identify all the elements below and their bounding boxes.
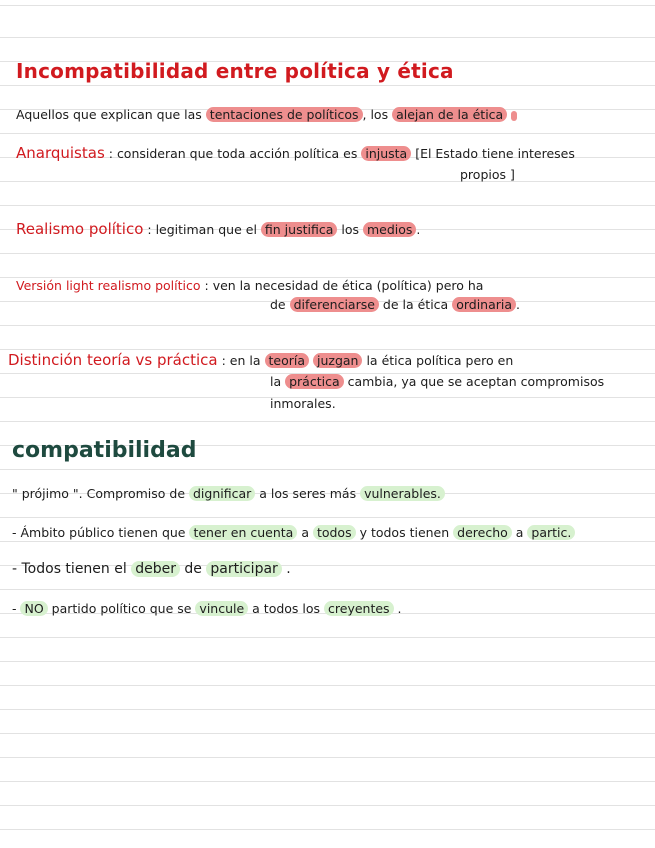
text-segment: .: [416, 222, 421, 237]
text-segment: a: [511, 525, 528, 540]
highlight-dot: [511, 111, 517, 121]
term-label: Anarquistas: [16, 144, 105, 162]
text-segment: de: [270, 297, 290, 312]
highlight: tener en cuenta: [189, 525, 297, 540]
highlight: tentaciones de políticos: [206, 107, 363, 122]
note-todos: [12, 558, 291, 580]
highlight: creyentes: [324, 601, 394, 616]
note-anarquistas: [16, 142, 575, 165]
text-segment: :: [104, 146, 117, 161]
text-segment: a: [297, 525, 313, 540]
note-light-cont: [270, 294, 520, 316]
text-segment: de: [179, 561, 207, 577]
text-segment: la ética política pero en: [362, 353, 514, 368]
text-segment: los: [337, 222, 363, 237]
text-segment: [El Estado tiene intereses: [411, 146, 575, 161]
text-segment: :: [143, 222, 156, 237]
highlight: partic.: [527, 525, 575, 540]
text-segment: cambia, ya que se aceptan compromisos: [343, 374, 605, 389]
text-segment: consideran que toda acción política es: [116, 146, 362, 161]
highlight: vulnerables.: [360, 486, 445, 501]
text-segment: .: [393, 601, 402, 616]
text-segment: -: [12, 601, 21, 616]
text-segment: .: [281, 561, 291, 577]
text-segment: " prójimo ". Compromiso de: [12, 486, 189, 501]
note-projimo: [12, 483, 445, 505]
highlight: NO: [20, 601, 47, 616]
note-partido: [12, 598, 402, 620]
note-distincion-cont: [270, 371, 604, 393]
text-segment: - Todos tienen el: [12, 561, 132, 577]
highlight: derecho: [453, 525, 512, 540]
text-segment: :: [217, 353, 230, 368]
highlight: participar: [206, 561, 281, 577]
note-distincion-cont2: inmorales.: [270, 396, 336, 411]
text-segment: Aquellos que explican que las: [16, 107, 206, 122]
highlight: dignificar: [189, 486, 255, 501]
highlight: juzgan: [313, 353, 362, 368]
highlight: medios: [363, 222, 416, 237]
text-segment: de la ética: [378, 297, 453, 312]
text-segment: a todos los: [248, 601, 325, 616]
highlight: ordinaria: [452, 297, 516, 312]
note-distincion: [8, 349, 513, 372]
text-segment: .: [516, 297, 521, 312]
text-segment: la: [270, 374, 286, 389]
note-anarquistas-cont: propios ]: [460, 167, 515, 182]
text-segment: legitiman que el: [155, 222, 261, 237]
text-segment: - Ámbito público tienen que: [12, 525, 190, 540]
section-title-incompatibilidad: Incompatibilidad entre política y ética: [16, 59, 454, 83]
text-segment: en la: [229, 353, 265, 368]
highlight: deber: [131, 561, 180, 577]
term-label: Realismo político: [16, 220, 144, 238]
highlight: diferenciarse: [290, 297, 379, 312]
text-segment: , los: [362, 107, 393, 122]
section-title-compatibilidad: compatibilidad: [12, 438, 197, 463]
text-segment: partido político que se: [47, 601, 196, 616]
text-segment: a los seres más: [255, 486, 361, 501]
term-label: Distinción teoría vs práctica: [8, 351, 218, 369]
term-label: Versión light realismo político: [16, 278, 201, 293]
highlight: injusta: [361, 146, 411, 161]
text-segment: :: [200, 278, 213, 293]
note-ambito: [12, 522, 575, 544]
highlight: fin justifica: [261, 222, 337, 237]
note-aquellos: [16, 104, 517, 126]
highlight: vincule: [195, 601, 248, 616]
highlight: todos: [313, 525, 356, 540]
highlight: teoría: [265, 353, 310, 368]
highlight: práctica: [285, 374, 344, 389]
highlight: alejan de la ética: [392, 107, 507, 122]
text-segment: y todos tienen: [355, 525, 454, 540]
note-realismo: [16, 218, 420, 241]
text-segment: ven la necesidad de ética (política) pero ha: [212, 278, 484, 293]
